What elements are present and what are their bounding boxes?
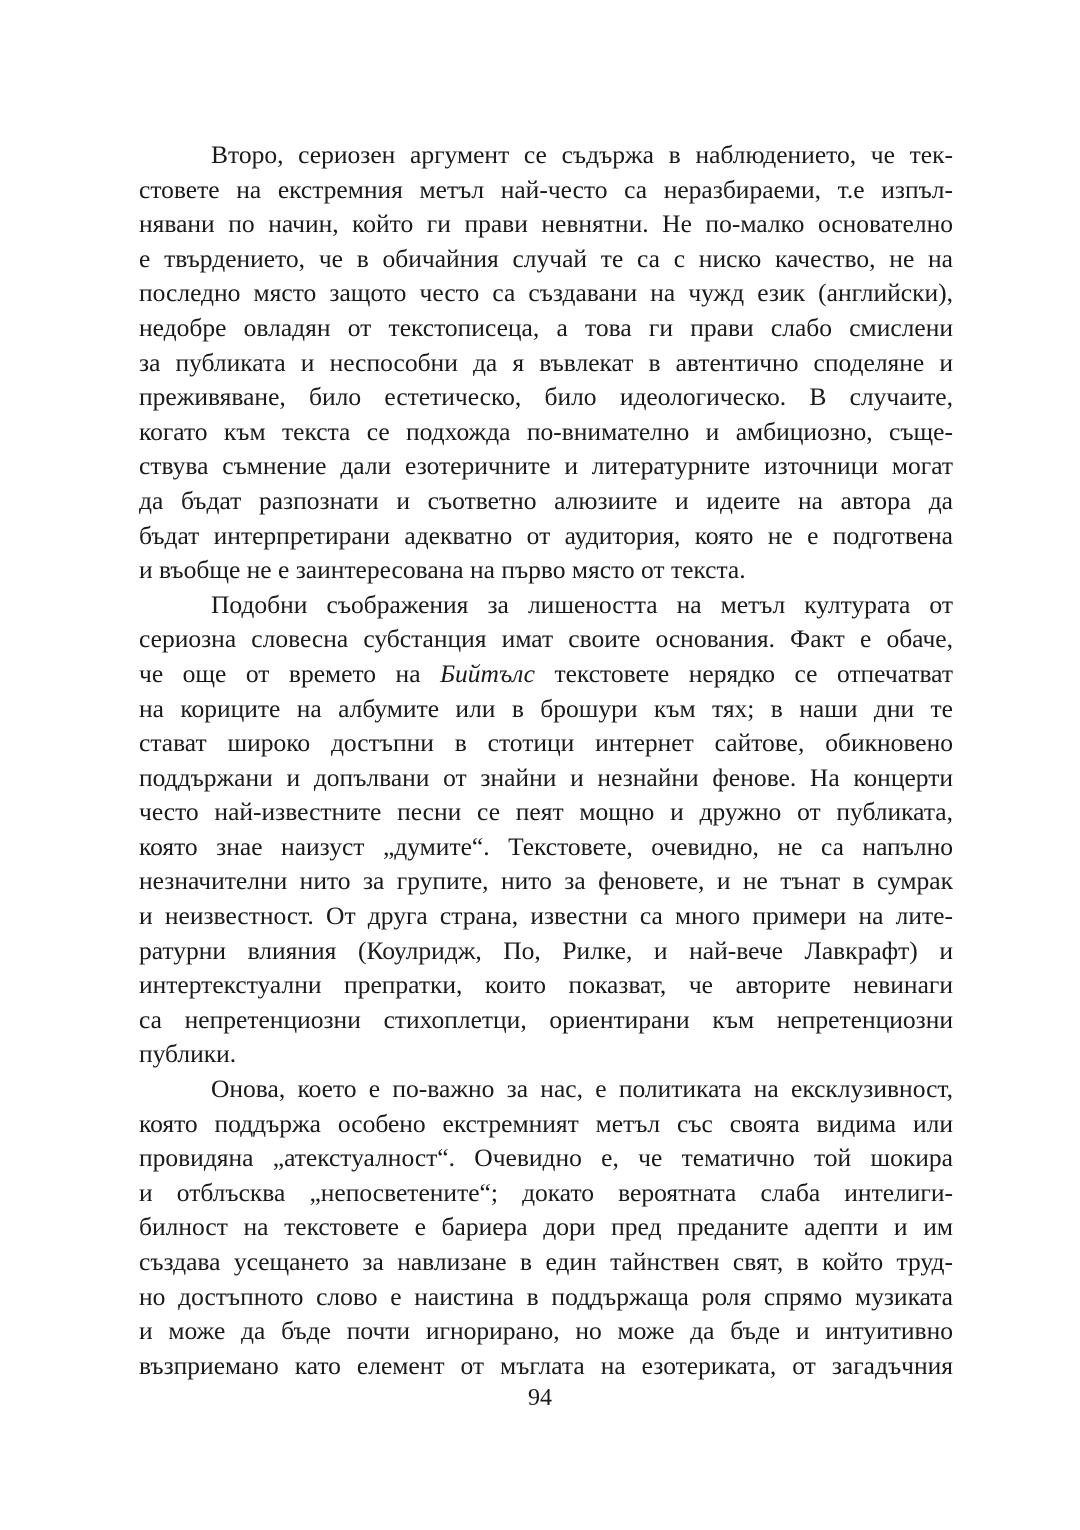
- text-line: когато към текста се подхожда по-внимателно и амбициозно, съще-: [139, 416, 953, 446]
- text-line: стават широко достъпни в стотици интернет сайтове, обикновено: [139, 728, 953, 758]
- text-line: поддържани и допълвани от знайни и незнайни фенове. На концерти: [139, 762, 953, 792]
- text-line: недобре овладян от текстописеца, а това ги прави слабо смислени: [139, 312, 953, 342]
- page-number: 94: [528, 1385, 552, 1411]
- text-line: но достъпното слово е наистина в поддържаща роля спрямо музиката: [139, 1281, 953, 1311]
- text-line-with-italic: [139, 657, 953, 692]
- text-line: и може да бъде почти игнорирано, но може да бъде и интуитивно: [139, 1316, 953, 1346]
- text-line: и неизвестност. От друга страна, известни са много примери на лите-: [139, 901, 953, 931]
- text-line: сериозна словесна субстанция имат своите основания. Факт е обаче,: [139, 624, 953, 654]
- text-line: са непретенциозни стихоплетци, ориентирани към непретенциозни: [139, 1004, 953, 1034]
- paragraph-3: [139, 1072, 953, 1383]
- text-line: ствува съмнение дали езотеричните и литературните източници могат: [139, 451, 953, 481]
- text-line: публики.: [139, 1039, 237, 1069]
- text-line: провидяна „атекстуалност“. Очевидно е, че тематично той шокира: [139, 1143, 953, 1173]
- text-line: е твърдението, че в обичайния случай те са с ниско качество, не на: [139, 243, 953, 273]
- text-line: създава усещането за навлизане в един тайнствен свят, в който труд-: [139, 1247, 953, 1276]
- text-line: последно място защото често са създавани на чужд език (английски),: [139, 278, 953, 308]
- text-line: интертекстуални препратки, които показват, че авторите невинаги: [139, 970, 953, 1000]
- text-line: на кориците на албумите или в брошури към тях; в наши дни те: [139, 693, 953, 723]
- paragraph-1: [139, 138, 953, 588]
- text-line: която поддържа особено екстремният метъл със своята видима или: [139, 1108, 953, 1138]
- text-line: билност на текстовете е бариера дори пред преданите адепти и им: [139, 1212, 953, 1242]
- text-line: която знае наизуст „думите“. Текстовете, очевидно, не са напълно: [139, 831, 953, 861]
- text-segment: текстовете нерядко се отпечатват: [534, 658, 953, 688]
- text-line: бъдат интерпретирани адекватно от аудитория, която не е подготвена: [139, 520, 953, 550]
- text-line: и отблъсква „непосветените“; докато вероятната слаба интелиги-: [139, 1177, 953, 1207]
- text-line: да бъдат разпознати и съответно алюзиите и идеите на автора да: [139, 485, 953, 515]
- text-line: Онова, което е по-важно за нас, е политиката на ексклузивност,: [211, 1074, 953, 1104]
- text-line: незначителни нито за групите, нито за феновете, и не тънат в сумрак: [139, 866, 953, 896]
- text-line: Подобни съображения за лишеността на метъл културата от: [211, 589, 953, 619]
- text-line: стовете на екстремния метъл най-често са неразбираеми, т.е изпъл-: [139, 174, 953, 204]
- text-segment: че още от времето на: [139, 658, 441, 688]
- text-line: и въобще не е заинтересована на първо място от текста.: [139, 555, 746, 585]
- document-body: [139, 138, 953, 1383]
- text-line: често най-известните песни се пеят мощно и дружно от публиката,: [139, 797, 953, 827]
- paragraph-2: [139, 588, 953, 1072]
- band-name-italic: Бийтълс: [440, 658, 535, 688]
- text-line: нявани по начин, който ги прави невнятни. Не по-малко основателно: [139, 209, 953, 239]
- text-line: за публиката и неспособни да я въвлекат в автентично споделяне и: [139, 347, 953, 377]
- text-line: Второ, сериозен аргумент се съдържа в наблюдението, че тек-: [211, 140, 953, 169]
- text-line: преживяване, било естетическо, било идеологическо. В случаите,: [139, 382, 953, 412]
- text-line: ратурни влияния (Коулридж, По, Рилке, и най-вече Лавкрафт) и: [139, 935, 953, 965]
- text-line: възприемано като елемент от мъглата на езотериката, от загадъчния: [139, 1350, 953, 1380]
